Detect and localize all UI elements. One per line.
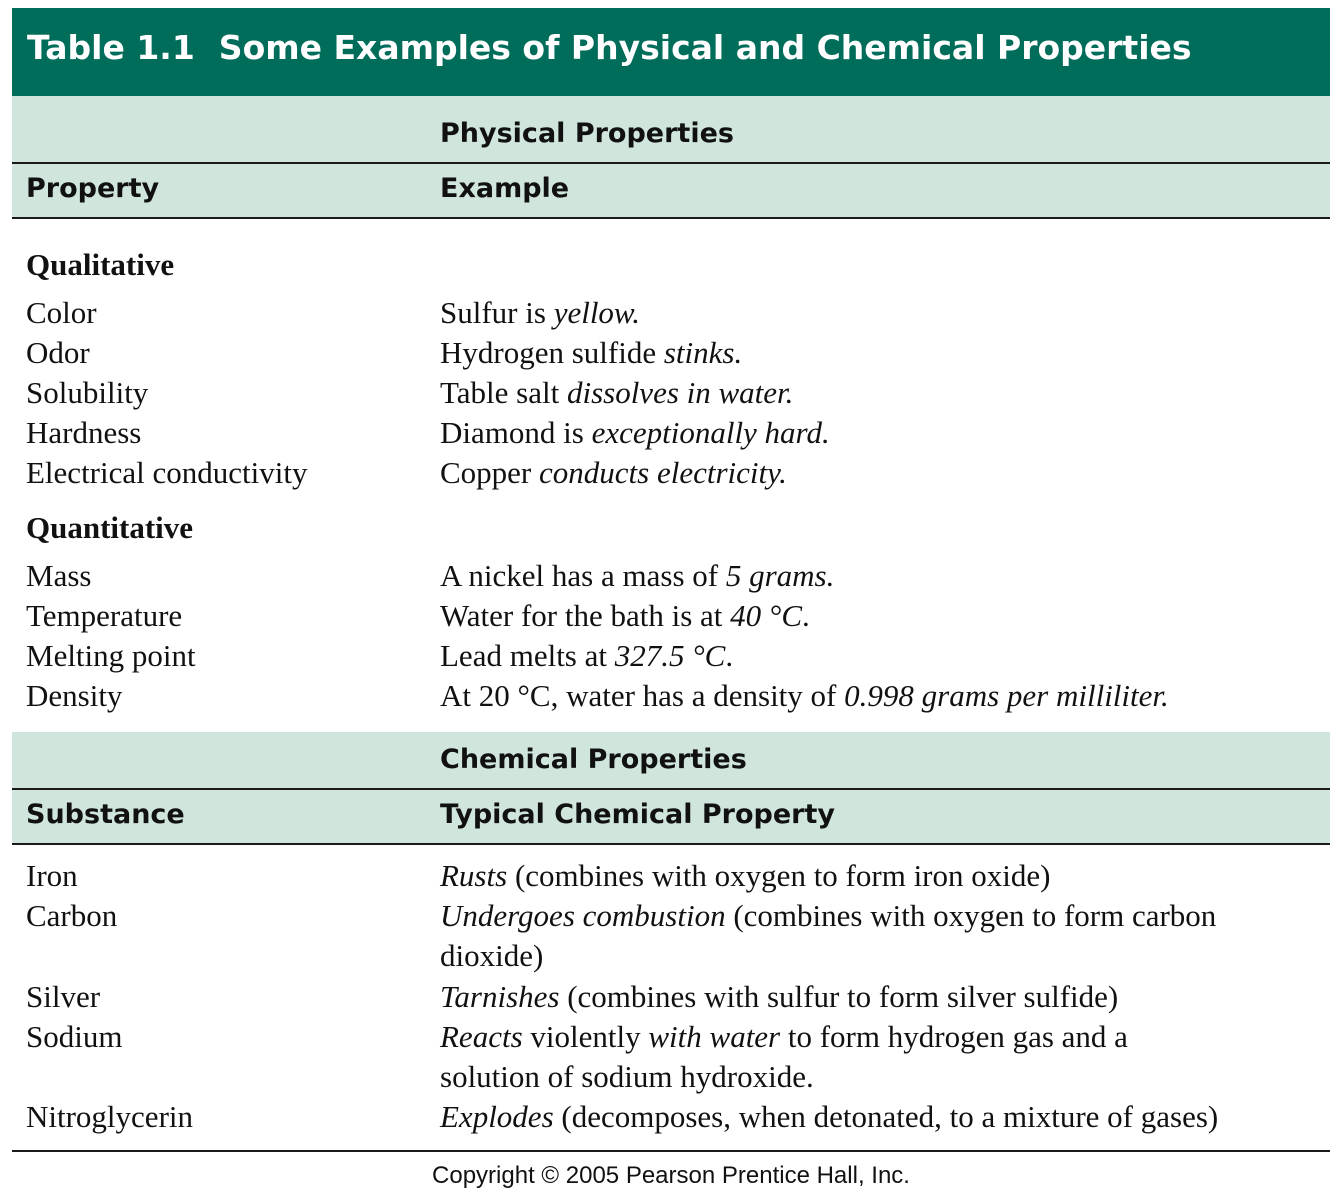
chemical-property-line: Reacts violently with water to form hydrogen gas and a — [440, 1019, 1128, 1054]
chemical-property-line: Tarnishes (combines with sulfur to form silver sulfide) — [440, 979, 1119, 1014]
col-header-chemical-property: Typical Chemical Property — [440, 799, 836, 830]
table-title — [12, 8, 1330, 96]
divider — [12, 1150, 1330, 1152]
chemical-property-line: Explodes (decomposes, when detonated, to a mixture of gases) — [440, 1099, 1219, 1134]
divider — [12, 843, 1330, 845]
substance-name: Iron — [26, 858, 78, 893]
property-example: Sulfur is yellow. — [440, 295, 641, 330]
qualitative-label: Qualitative — [26, 247, 175, 282]
divider — [12, 788, 1330, 790]
divider — [12, 162, 1330, 164]
substance-name: Nitroglycerin — [26, 1099, 194, 1134]
property-example: Hydrogen sulfide stinks. — [440, 335, 743, 370]
col-header-substance: Substance — [26, 799, 185, 830]
property-example: A nickel has a mass of 5 grams. — [440, 558, 835, 593]
property-name: Temperature — [26, 598, 183, 633]
chemical-property-line: solution of sodium hydroxide. — [440, 1059, 814, 1094]
property-name: Solubility — [26, 375, 149, 410]
divider — [12, 217, 1330, 219]
substance-name: Carbon — [26, 898, 118, 933]
property-example: Water for the bath is at 40 °C. — [440, 598, 810, 633]
physical-header-band — [12, 96, 1330, 218]
table-number: Table 1.1 — [27, 28, 195, 67]
table-title-text: Some Examples of Physical and Chemical Properties — [218, 28, 1192, 67]
property-name: Mass — [26, 558, 92, 593]
property-example: At 20 °C, water has a density of 0.998 grams per milliliter. — [440, 678, 1169, 713]
property-example: Diamond is exceptionally hard. — [440, 415, 830, 450]
property-name: Electrical conductivity — [26, 455, 308, 490]
physical-section-label: Physical Properties — [440, 118, 734, 149]
substance-name: Sodium — [26, 1019, 123, 1054]
substance-name: Silver — [26, 979, 101, 1014]
chemical-property-line: dioxide) — [440, 938, 544, 973]
col-header-example: Example — [440, 173, 570, 204]
chemical-property-line: Rusts (combines with oxygen to form iron oxide) — [440, 858, 1051, 893]
property-name: Density — [26, 678, 123, 713]
property-name: Melting point — [26, 638, 196, 673]
col-header-property: Property — [26, 173, 160, 204]
property-name: Color — [26, 295, 97, 330]
property-example: Copper conducts electricity. — [440, 455, 787, 490]
property-name: Hardness — [26, 415, 142, 450]
copyright-notice: Copyright © 2005 Pearson Prentice Hall, Inc. — [432, 1162, 910, 1189]
chemical-section-label: Chemical Properties — [440, 744, 747, 775]
property-name: Odor — [26, 335, 90, 370]
chemical-property-line: Undergoes combustion (combines with oxygen to form carbon — [440, 898, 1217, 933]
property-example: Lead melts at 327.5 °C. — [440, 638, 734, 673]
quantitative-label: Quantitative — [26, 510, 194, 545]
property-example: Table salt dissolves in water. — [440, 375, 794, 410]
